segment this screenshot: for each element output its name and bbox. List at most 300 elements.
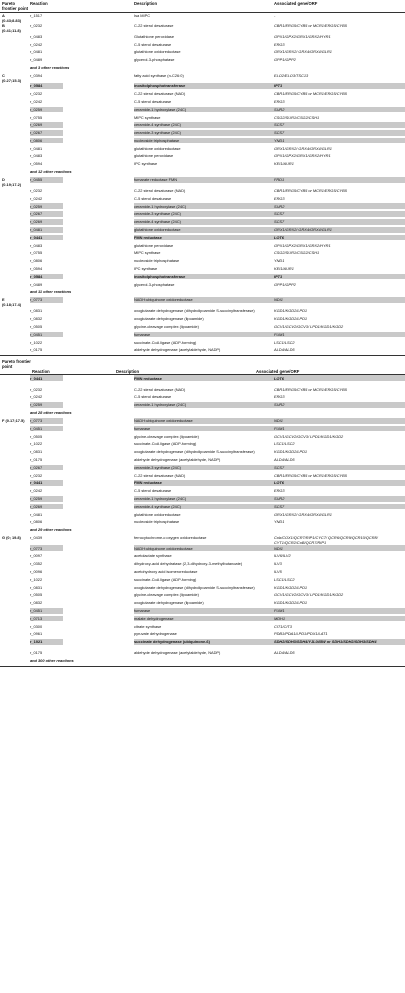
table-header-2 — [0, 356, 405, 374]
reaction-description: glutathione oxidoreductase — [134, 227, 274, 233]
table-row — [0, 441, 405, 449]
pareto-point — [0, 347, 30, 348]
reaction-id: r_0773 — [30, 545, 63, 551]
pareto-point — [0, 600, 30, 601]
table-row — [0, 34, 405, 42]
reaction-description: glutathione oxidoreductase — [134, 145, 181, 151]
pareto-point — [0, 242, 30, 243]
pareto-point — [0, 153, 30, 154]
more-reactions-note: and 3 other reactions — [30, 64, 70, 70]
pareto-point — [0, 623, 30, 624]
pareto-point: E (0.18;17.4) — [2, 297, 22, 308]
gene-orf: GRX1/GRX2/ GRX4/GRX4/GLR1 — [274, 227, 405, 233]
more-reactions-note: and 11 other reactions — [30, 289, 72, 295]
pareto-point — [0, 433, 30, 434]
reaction-description: oxoglutarate dehydrogenase (dihydrolipoamide S-succinyltransferase) — [134, 584, 255, 590]
header-description: Description — [134, 1, 158, 6]
pareto-point — [0, 608, 30, 609]
table-row — [0, 426, 405, 434]
more-reactions-note: and 28 other reactions — [30, 409, 72, 415]
pareto-point — [0, 402, 30, 403]
reaction-id: r_0441 — [30, 480, 63, 486]
reaction-description: fatty acid synthase (n-C26:0) — [134, 72, 184, 78]
reaction-id: r_0441 — [30, 375, 63, 381]
reaction-id: r_0097 — [30, 553, 43, 559]
reaction-description: C-22 sterol desaturase (NAD) — [134, 472, 186, 478]
gene-orf: KEI1/AUR1 — [274, 161, 294, 167]
table-row — [0, 535, 405, 545]
table-row — [0, 553, 405, 561]
table-row — [0, 258, 405, 266]
reaction-id: r_0441 — [30, 235, 63, 241]
gene-orf: SUR2 — [274, 203, 405, 209]
reaction-id: r_0242 — [30, 195, 43, 201]
pareto-point: F (0.17;17.5) — [2, 418, 25, 424]
reaction-description: C-22 sterol desaturase (NAD) — [134, 91, 186, 97]
gene-orf: GPP1/GPP2 — [274, 57, 296, 63]
gene-orf: SCS7 — [274, 211, 405, 217]
pareto-point — [0, 83, 30, 84]
table-row — [0, 623, 405, 631]
reaction-description: C-22 sterol desaturase (NAD) — [134, 188, 186, 194]
table-row — [0, 480, 405, 488]
table-row — [0, 332, 405, 340]
pareto-point — [0, 57, 30, 58]
pareto-point — [0, 281, 30, 282]
reaction-id: r_0232 — [30, 91, 43, 97]
bottom-rule — [0, 666, 405, 667]
pareto-point — [0, 375, 30, 376]
table-row — [0, 339, 405, 347]
pareto-point — [0, 250, 30, 251]
reaction-id: r_0481 — [30, 511, 43, 517]
pareto-point: D (0.19;17.2) — [2, 177, 22, 187]
table-row — [0, 281, 405, 289]
reaction-description: MIPC synthase — [134, 250, 161, 256]
reaction-id: r_0806 — [30, 138, 63, 144]
reaction-id: r_0259 — [30, 402, 63, 408]
reaction-id: r_0242 — [30, 98, 43, 104]
pareto-point — [0, 553, 30, 554]
reaction-description: inositolphosphotransferase — [134, 274, 274, 280]
gene-orf: ERG3 — [274, 195, 285, 201]
gene-orf: YND1 — [274, 258, 285, 264]
gene-orf: KGD1/KGD2/LPD1 — [274, 449, 308, 455]
gene-orf: YND1 — [274, 519, 285, 525]
table-row — [0, 73, 405, 83]
gene-orf: FUM1 — [274, 332, 405, 338]
reaction-description: NADH:ubiquinone oxidoreductase — [134, 545, 274, 551]
table-row — [0, 99, 405, 107]
gene-orf: GRX1/GRX2/ GRX4/GRX4/GLR1 — [274, 49, 332, 55]
table-row — [0, 177, 405, 188]
table-row — [0, 122, 405, 130]
reaction-description: succinate-CoA ligase (ADP-forming) — [134, 339, 197, 345]
table-row — [0, 266, 405, 274]
table-row — [0, 519, 405, 527]
header2-pareto: Pareto frontier point — [2, 359, 31, 370]
reaction-description: ceramide-4 synthase (24C) — [134, 219, 274, 225]
reaction-id: r_0267 — [30, 211, 63, 217]
reaction-id: r_0269 — [30, 219, 63, 225]
table-row — [0, 83, 405, 91]
reaction-id: r_0096 — [30, 568, 43, 574]
reaction-id: r_0831 — [30, 308, 43, 314]
reaction-id: r_0481 — [30, 49, 43, 55]
table-row — [0, 153, 405, 161]
pareto-point — [0, 235, 30, 236]
gene-orf: MDH1 — [274, 616, 405, 622]
gene-orf: LOT6 — [274, 235, 405, 241]
header2-description: Description — [116, 369, 140, 375]
gene-orf: GPX1/GPX2/GRX1/GRX2/HYR1 — [274, 153, 331, 159]
reaction-id: r_0267 — [30, 130, 63, 136]
more-reactions-note: and 12 other reactions — [30, 168, 72, 174]
gene-orf: ALD4/ALD5 — [274, 650, 295, 656]
table-row — [0, 146, 405, 154]
pareto-point — [0, 639, 30, 640]
gene-orf: ERG3 — [274, 41, 285, 47]
pareto-point — [0, 219, 30, 220]
gene-orf: GPX1/GPX2/GRX1/GRX2/HYR1 — [274, 242, 331, 248]
gene-orf: NDI1 — [274, 297, 405, 303]
reaction-description: IPC synthase — [134, 266, 158, 272]
pareto-point — [0, 631, 30, 632]
pareto-point — [0, 592, 30, 593]
pareto-point — [0, 41, 30, 42]
pareto-point — [0, 107, 30, 108]
table-row — [0, 196, 405, 204]
reaction-description: succinate dehydrogenase (ubiquinone-6) — [134, 639, 274, 645]
gene-orf: ILV5 — [274, 568, 282, 574]
pareto-point — [0, 130, 30, 131]
reaction-description: nucleoside triphosphatase — [134, 138, 274, 144]
gene-orf: IPT1 — [274, 274, 405, 280]
reaction-id: r_0394 — [30, 72, 43, 78]
table-row — [0, 324, 405, 332]
reaction-id: r_0481 — [30, 145, 43, 151]
reaction-id: r_1022 — [30, 441, 43, 447]
reaction-id: r_0713 — [30, 616, 63, 622]
pareto-point — [0, 650, 30, 651]
reaction-description: glycine-cleavage complex (lipoamide) — [134, 324, 199, 330]
pareto-point — [0, 511, 30, 512]
table-row — [0, 203, 405, 211]
table-row — [0, 511, 405, 519]
table-row — [0, 569, 405, 577]
header-gene: Associated gene/ORF — [274, 1, 318, 6]
pareto-point — [0, 91, 30, 92]
reaction-id: r_1022 — [30, 576, 43, 582]
pareto-point: B (0.41;11.8) — [2, 23, 21, 33]
gene-orf: CBR1/ERG5/CYB5 or MCR1/ERG5/CYB5 — [274, 188, 347, 194]
table-row — [0, 449, 405, 457]
gene-orf: GRX1/GRX2/ GRX4/GRX4/GLR1 — [274, 511, 332, 517]
table-row — [0, 57, 405, 65]
pareto-point — [0, 196, 30, 197]
table-row — [0, 242, 405, 250]
reaction-id: r_0352 — [30, 561, 43, 567]
gene-orf: CIT1/CIT3 — [274, 623, 292, 629]
reaction-description: nucleoside triphosphatase — [134, 519, 180, 525]
table-row — [0, 316, 405, 324]
table-row — [0, 608, 405, 616]
table-row — [0, 433, 405, 441]
reaction-description: aldehyde dehydrogenase (acetylaldehyde, NADP) — [134, 457, 221, 462]
pareto-point — [0, 394, 30, 395]
reaction-description: succinate-CoA ligase (ADP-forming) — [134, 576, 197, 582]
gene-orf: SUR2 — [274, 107, 405, 113]
reaction-id: r_0806 — [30, 519, 43, 525]
table-row — [0, 235, 405, 243]
reaction-id: r_0481 — [30, 227, 63, 233]
reaction-description: oxoglutarate dehydrogenase (lipoamide) — [134, 600, 204, 606]
reaction-id: r_0831 — [30, 584, 43, 590]
table-row — [0, 308, 405, 316]
reaction-id: r_0505 — [30, 433, 43, 439]
reaction-description: glycerol-3-phosphatase — [134, 57, 175, 63]
table-row — [0, 457, 405, 465]
table-row — [0, 418, 405, 426]
pareto-point — [0, 584, 30, 585]
reaction-description: glutathione oxidoreductase — [134, 511, 181, 517]
table-row — [0, 600, 405, 608]
reaction-id: r_1517 — [30, 13, 43, 18]
gene-orf: IPT1 — [274, 83, 405, 89]
reaction-description: FMN reductase — [134, 375, 274, 381]
reaction-id: r_0961 — [30, 631, 43, 637]
table-row — [0, 188, 405, 196]
gene-orf: GRX1/GRX2/ GRX4/GRX4/GLR1 — [274, 145, 332, 151]
gene-orf: KGD1/KGD2/LPD1 — [274, 584, 308, 590]
table-body-1 — [0, 13, 405, 355]
pareto-point — [0, 426, 30, 427]
gene-orf: FUM1 — [274, 608, 405, 614]
reaction-description: Isa MIPC — [134, 13, 150, 18]
reaction-description: glycerol-3-phosphatase — [134, 281, 175, 287]
reaction-description: C-5 sterol desaturase — [134, 394, 172, 400]
pareto-point — [0, 569, 30, 570]
reaction-id: r_0242 — [30, 394, 43, 400]
reaction-description: NADH:ubiquinone oxidoreductase — [134, 418, 274, 424]
gene-orf: SUR2 — [274, 402, 405, 408]
reaction-description: ceramide-1 hydroxylase (24C) — [134, 496, 274, 502]
reaction-id: r_0483 — [30, 153, 43, 159]
reaction-id: r_0806 — [30, 258, 43, 264]
reaction-description: oxoglutarate dehydrogenase (lipoamide) — [134, 316, 204, 322]
gene-orf: GPX1/GPX2/GRX1/GRX2/HYR1 — [274, 33, 331, 39]
gene-orf: SCS7 — [274, 504, 405, 510]
table-row — [0, 375, 405, 386]
pareto-point — [0, 616, 30, 617]
pareto-point — [0, 308, 30, 309]
reaction-description: C-22 sterol desaturase — [134, 23, 174, 29]
header2-gene: Associated gene/ORF — [256, 369, 300, 375]
reaction-id: r_0505 — [30, 324, 43, 330]
reaction-description: acetohydroxy acid isomeroreductase — [134, 568, 198, 574]
reaction-id: r_0259 — [30, 203, 63, 209]
gene-orf: GCV1/GCV2/GCV3/ LPD1/KGD1/KGD2 — [274, 433, 344, 439]
table-row — [0, 297, 405, 308]
pareto-point — [0, 266, 30, 267]
reaction-id: r_0755 — [30, 114, 43, 120]
reaction-description: oxoglutarate dehydrogenase (dihydrolipoamide S-succinyltransferase) — [134, 308, 255, 314]
reaction-id: r_0832 — [30, 600, 43, 606]
reaction-id: r_0584 — [30, 274, 63, 280]
table-row — [0, 545, 405, 553]
table-row — [0, 577, 405, 585]
reaction-id: r_0267 — [30, 465, 63, 471]
header-pareto: Pareto frontier point — [2, 1, 29, 12]
pareto-point — [0, 161, 30, 162]
reaction-description: pyruvate dehydrogenase — [134, 631, 177, 637]
reaction-id: r_0259 — [30, 107, 63, 113]
gene-orf: GCV1/GCV2/GCV3/ LPD1/KGD1/KGD2 — [274, 592, 344, 598]
table-row — [0, 23, 405, 33]
pareto-point — [0, 441, 30, 442]
table-row — [0, 219, 405, 227]
gene-orf: KGD1/KGD2/LPD1 — [274, 316, 308, 322]
reaction-description: oxoglutarate dehydrogenase (dihydrolipoamide S-succinyltransferase) — [134, 449, 255, 455]
pareto-point — [0, 114, 30, 115]
gene-orf: SCS7 — [274, 465, 405, 471]
reaction-id: r_0175 — [30, 347, 43, 353]
pareto-point: A (0.43;8.83) — [2, 13, 22, 23]
table-row — [0, 592, 405, 600]
table-row — [0, 650, 405, 658]
reaction-description: glycine-cleavage complex (lipoamide) — [134, 433, 199, 439]
gene-orf: SUR2 — [274, 496, 405, 502]
pareto-point — [0, 188, 30, 189]
pareto-point — [0, 258, 30, 259]
pareto-point — [0, 274, 30, 275]
reaction-id: r_0584 — [30, 83, 63, 89]
reaction-id: r_0451 — [30, 608, 63, 614]
reaction-description: fumarate reductase FMN — [134, 177, 274, 183]
gene-orf: ERG3 — [274, 488, 285, 494]
gene-orf: CSG2/SUR1/CSG2/CSH1 — [274, 114, 320, 120]
table-row — [0, 41, 405, 49]
reaction-description: C-5 sterol desaturase — [134, 98, 172, 104]
reaction-description: ceramide-4 synthase (24C) — [134, 504, 274, 510]
gene-orf: FUM1 — [274, 426, 405, 432]
reaction-description: ceramide-1 hydroxylase (24C) — [134, 402, 274, 408]
pareto-point — [0, 316, 30, 317]
gene-orf: - — [274, 13, 276, 18]
gene-orf: YND1 — [274, 138, 405, 144]
reaction-id: r_0439 — [30, 535, 43, 541]
gene-orf: LSC1/LSC2 — [274, 441, 295, 447]
reaction-description: NADH:ubiquinone oxidoreductase — [134, 297, 274, 303]
more-reactions-note: and 300 other reactions — [30, 657, 74, 663]
gene-orf: CBR1/ERG5/CYB5 or MCR1/ERG5/CYB5 — [274, 386, 347, 392]
reaction-description: ceramide-3 synthase (24C) — [134, 211, 274, 217]
pareto-point — [0, 211, 30, 212]
table-row — [0, 274, 405, 282]
pareto-point — [0, 386, 30, 387]
pareto-point — [0, 324, 30, 325]
reaction-description: aldehyde dehydrogenase (acetylaldehyde, NADP) — [134, 347, 221, 353]
reaction-id: r_0269 — [30, 122, 63, 128]
reaction-description: dihydroxy-acid dehydratase (2,3-dihydroxy-3-methylbutanoate) — [134, 561, 243, 567]
reaction-description: fumarase — [134, 426, 274, 432]
gene-orf: ERG3 — [274, 98, 285, 104]
table-row — [0, 472, 405, 480]
reaction-id: r_1022 — [30, 339, 43, 345]
table-row — [0, 211, 405, 219]
reaction-id: r_0451 — [30, 426, 63, 432]
gene-orf: CBR1/ERG5/CYB5 or MCR1/ERG5/CYB5 — [274, 23, 347, 29]
gene-orf: ALD4/ALD5 — [274, 457, 295, 462]
reaction-id: r_0455 — [30, 177, 63, 183]
table-row — [0, 561, 405, 569]
reaction-description: MIPC synthase — [134, 114, 161, 120]
reaction-description: fumarase — [134, 332, 274, 338]
reaction-description: ceramide-3 synthase (24C) — [134, 465, 274, 471]
gene-orf: ERG3 — [274, 394, 285, 400]
reaction-id: r_0831 — [30, 449, 43, 455]
table-row — [0, 91, 405, 99]
reaction-id: r_0232 — [30, 386, 43, 392]
gene-orf: CBR1/ERG5/CYB5 or MCR1/ERG5/CYB5 — [274, 472, 347, 478]
table-row — [0, 584, 405, 592]
pareto-point — [0, 138, 30, 139]
reaction-description: C-5 sterol desaturase — [134, 195, 172, 201]
pareto-point — [0, 465, 30, 466]
reaction-description: glutathione oxidoreductase — [134, 49, 181, 55]
table-row — [0, 250, 405, 258]
reaction-id: r_1021 — [30, 639, 63, 645]
reaction-description: C-22 sterol desaturase (NAD) — [134, 386, 186, 392]
reaction-description: ceramide-4 synthase (24C) — [134, 122, 274, 128]
reaction-id: r_0773 — [30, 297, 63, 303]
pareto-point — [0, 561, 30, 562]
reaction-description: C-5 sterol desaturase — [134, 41, 172, 47]
reaction-id: r_0489 — [30, 57, 43, 63]
table-row — [0, 347, 405, 355]
table-body-2 — [0, 375, 405, 665]
reaction-id: r_0755 — [30, 250, 43, 256]
header-reaction: Reaction — [30, 1, 48, 6]
table-row — [0, 402, 405, 410]
gene-orf: SDH2/SDH3/SDH4/YJL045W or SDH1/SDH2/SDH3/SDH4 — [274, 639, 405, 645]
reaction-description: glutathione peroxidase — [134, 242, 174, 248]
pareto-point: C (0.27;15.3) — [2, 72, 22, 83]
pareto-point — [0, 545, 30, 546]
reaction-description: inositolphosphotransferase — [134, 83, 274, 89]
reaction-id: r_0259 — [30, 496, 63, 502]
table-row — [0, 138, 405, 146]
reaction-description: IPC synthase — [134, 161, 158, 167]
gene-orf: PDB1/PDA1/LPD1/PDX1/LAT1 — [274, 631, 328, 637]
table-row — [0, 386, 405, 394]
pareto-point: G (0; 19.8) — [2, 535, 21, 541]
table-row — [0, 394, 405, 402]
pareto-point — [0, 472, 30, 473]
gene-orf: ELO2/ELO3/TSC13 — [274, 72, 309, 78]
reaction-id: r_0489 — [30, 281, 43, 287]
reaction-id: r_0483 — [30, 33, 43, 39]
table-row — [0, 130, 405, 138]
pareto-point — [0, 122, 30, 123]
gene-orf: LSC1/LSC2 — [274, 576, 295, 582]
gene-orf: KGD1/KGD2/LPD1 — [274, 600, 308, 606]
reaction-description: FMN reductase — [134, 235, 274, 241]
table-row — [0, 49, 405, 57]
gene-orf: NDI1 — [274, 545, 405, 551]
gene-orf: ILV6/ILV2 — [274, 553, 291, 559]
pareto-point — [0, 496, 30, 497]
